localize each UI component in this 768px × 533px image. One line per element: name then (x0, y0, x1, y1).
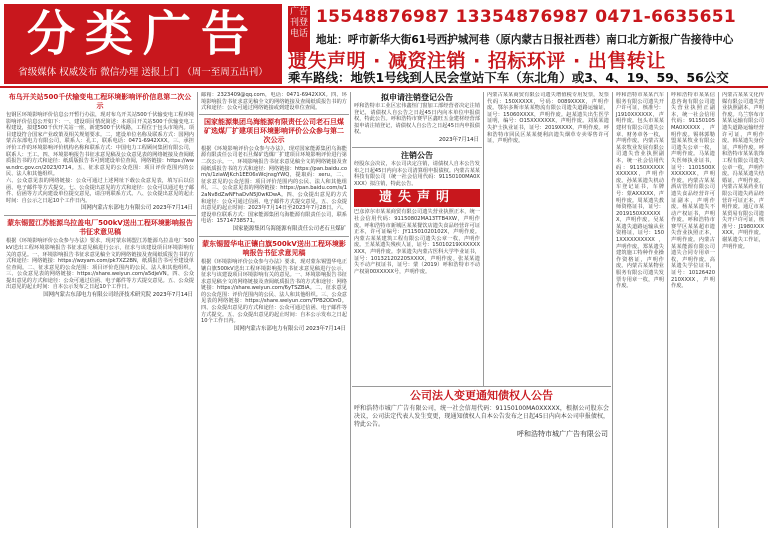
creditor-notice-signature: 呼和浩特市城广广告有限公司 (517, 430, 608, 438)
divider (199, 114, 349, 115)
notice-body: 呼和浩特市某某汽车服务有限公司遗失开户许可证，核准号：J1910XXXXXX，声明作废。包头市某某建材有限公司遗失公章、财务章各一枚，声明作废。内蒙古某某农牧业发展有限公司遗失营业执照副本，统一社会信用代码：91150XXXXXXXXXXX，声明作废。孙某某遗失机动车登记证书，车牌号：蒙AXXXXX，声明作废。周某遗失教师资格证书，证号：2019150XXXXXXX，声明作废。吴某某遗失道路运输从业资格证，证号：1501XXXXXXXXXX，声明作废。郑某遗失建筑施工特种作业操作资格证，声明作废。内蒙古某某物业服务有限公司遗失发票专用章一枚，声明作废。 (616, 92, 664, 290)
column-divider (197, 92, 198, 528)
address: 地址：呼市新华大街61号西护城河巷（原内蒙古日报社西巷）南口北方新报广告接待中心 (316, 34, 734, 46)
column-divider (350, 92, 351, 528)
divider (199, 236, 349, 237)
column-1 (4, 92, 196, 528)
notice-body: 根据《环境影响评价公众参与办法》要求，现对蒙东锡盟华电正镶白旗500kV送出工程环境影响报告书征求意见稿进行公示，征求与该建设项目环境影响有关的意见。一、环境影响报告书征求意见稿全文的网络链接及查阅纸质报告书的方式和途径：网络链接：https://share.weiyun.com/6yTSZBiA。二、征求意见的公众范围：评价范围内的公民、法人和其他组织。三、公众意见表的网络链接：https://share.weiyun.com/TPB2ODnO。四、公众提出意见的方式和途径：公众可通过信函、电子邮件等方式提交。五、公众提出意见的起止时间：自本公示发布之日起10个工作日内。 (201, 258, 347, 325)
creditor-notice (352, 386, 611, 528)
notice-signature: 国网内蒙古东部电力有限公司 2023年7月14日 (81, 205, 193, 212)
notice-title: 蒙东锡盟江苏能源乌拉盖电厂500kV送出工程环境影响报告书征求意见稿 (7, 219, 193, 237)
column-divider (612, 92, 613, 528)
notice-body: 经股东会决议，本公司决定注销，请债权人自本公告发布之日起45日内向本公司清算组申报债权。内蒙古某某科技有限公司（统一社会信用代码：91150100MA0XXXX）拟注销，特此公告。 (354, 160, 480, 187)
creditor-notice-body: 呼和浩特市城广广告有限公司，统一社会信用代码：91150100MA0XXXXX，根据公司股东会决议，公司法定代表人发生变更，现通知债权人自本公告发布之日起45日内向本公司申报债权，特此公告。 (354, 405, 609, 428)
creditor-notice-title: 公司法人变更通知债权人公告 (410, 389, 553, 402)
newspaper-header (0, 0, 768, 88)
notice-body: 内蒙古某某文化传媒有限公司遗失营业执照副本，声明作废。乌兰察布市某某运输有限公司遗失道路运输经营许可证，声明作废。韩某遗失身份证，声明作废。呼和浩特市某某装饰工程有限公司遗失公章一枚，声明作废。冯某某遗失结婚证，声明作废。内蒙古某某药业有限公司遗失药品经营许可证正本，声明作废。通辽市某某贸易有限公司遗失开户许可证，核准号：J1980XXXXXX，声明作废。谢某遗失工作证，声明作废。 (722, 92, 764, 250)
notice-body: 呼和浩特市工业区宏伟鑫恒门窗加工部经营者决定注销登记，请债权人自公告之日起45日内向本单位申报债权，特此公告。呼和浩特市赛罕区鑫旺五金建材经营部拟申请注销登记，请债权人自公告之日起45日内申报债权。 (354, 103, 480, 136)
phone-numbers: 15548876987 13354876987 0471-6635651 (316, 7, 737, 27)
notice-title: 拟申请注销登记公告 (381, 93, 453, 102)
lost-declaration-banner: 遗失声明 (354, 189, 480, 207)
column-divider (667, 92, 668, 528)
column-7 (720, 92, 766, 528)
bus-route: 乘车路线：地铁1号线到人民会堂站下车（东北角）或3、4、19、59、56公交 (288, 70, 729, 85)
notice-signature: 2023年7月14日 (438, 136, 479, 143)
notice-body: 根据《环境影响评价公众参与办法》，现对国家能源集团乌海能源有限责任公司老石旦煤矿选煤厂扩建项目环境影响评价进行第二次公示。一、环境影响报告书征求意见稿全文的网络链接及查阅纸质报告书的方式和途径：网络链接：https://pan.baidu.com/s/1ziaWJKch1EE06sWcjnsgYWQ，提取码：xeru。二、征求意见的公众范围：项目评价范围内的公民、法人和其他组织。三、公众意见表的网络链接：https://pan.baidu.com/s/12aNv8dZwNFhaDvN5J0wKDwA。四、公众提出意见的方式和途径：公众可通过信函、电子邮件方式提交意见。五、公众提出意见的起止时间：2023年7月14日至2023年7月28日。六、建设单位联系方式：国家能源集团乌海能源有限责任公司，联系电话：15714738571。 (201, 145, 347, 225)
notice-title: 布乌开关站500千伏输变电工程环境影响评价信息第二次公示 (8, 93, 192, 110)
notice-title: 蒙东锡盟华电正镶白旗500kV送出工程环境影响报告书征求意见稿 (202, 239, 346, 257)
column-divider (718, 92, 719, 528)
notice-body: 根据《环境影响评价公众参与办法》要求，现对蒙东锡盟江苏能源乌拉盖电厂500kV送出工程环境影响报告书征求意见稿进行公示，征求与该建设项目环境影响有关的意见。一、环境影响报告书征求意见稿全文的网络链接及查阅纸质报告书的方式和途径：网络链接：https://wzyam.com/pk7XZ2BN，纸质报告书可至建设单位查阅。二、征求意见的公众范围：项目评价范围内的公民、法人和其他组织。三、公众意见表的网络链接：https://share.weiyun.com/a5djeVN。四、公众提出意见的方式和途径：公众可通过信函、电子邮件等方式提交意见。五、公众提出意见的起止时间：自本公示发布之日起10个工作日。 (6, 238, 194, 291)
notice-body: 内蒙古某某商贸有限公司遗失增值税专用发票，发票代码：150XXXXX，号码：0089XXXX，声明作废。鄂尔多斯市某某物流有限公司遗失道路运输证，证号：15060XXXX，声明作废。赵某遗失出生医学证明，编号：O15XXXXXXX，声明作废。刘某某遗失护士执业证书，证号：2019XXXX，声明作废。呼和浩特市回民区某某便利店遗失烟草专卖零售许可证，声明作废。 (487, 92, 609, 145)
notice-body: 包钢区环境影响评价信息公开暂行办法，现对布乌开关站500千伏输变电工程环境影响评价信息公开如下：一、建设项目情况简述：本项目开关站500千伏输变电工程建设，拟建500千伏开关站一座，新建500千伏线路，工程位于包头市境内。项目建设符合国家产业政策及相关规划要求。二、建设单位名称及联系方式：国网内蒙古东部电力有限公司，联系人：孔工，联系电话：0471-6942XXX。三、承担评价工作的环境影响评价机构名称和联系方式：中国电力工程顾问集团有限公司，联系人：王工。四、环境影响报告书征求意见稿及公众意见表的网络链接及查阅纸质报告书的方式和途径：纸质版报告书可到建设单位查阅，网络链接：https://www.ndrc.gov.cn/2023/0714。五、征求意见的公众范围：项目评价范围内的公民、法人和其他组织。 (6, 112, 194, 178)
notice-body: 邮箱：2323409@qq.com，电话：0471-6942XXX。四、环境影响报告书征求意见稿全文的网络链接及查阅纸质报告书的方式和途径：公众可通过网络链接或到建设单位查阅。 (201, 92, 347, 112)
services-banner: 遗失声明 · 减资注销 · 招标环评 · 出售转让 (288, 50, 666, 72)
brand-slogan: 省级媒体 权威发布 微信办理 送报上门 （周一至周五出刊） (18, 67, 268, 78)
notice-title: 国家能源集团乌海能源有限责任公司老石旦煤矿选煤厂扩建项目环境影响评价公众参与第二次公示 (204, 117, 344, 144)
brand-block (4, 4, 282, 84)
notice-body: 呼和浩特市某某信息咨询有限公司遗失营业执照正副本，统一社会信用代码：91150105MA0XXXXX，声明作废。锡林郭勒盟某某牧业有限公司遗失公章一枚，声明作废。马某遗失医师执业证书，证号：1101500XXXXXXXX，声明作废。内蒙古某某酒店管理有限公司遗失食品经营许可证副本，声明作废。杨某某遗失不动产权证书，声明作废。呼和浩特市赛罕区某某超市遗失营业执照正本，声明作废。内蒙古某某能源有限公司遗失合同专用章一枚，声明作废。高某遗失学位证书，证号：10126420210XXXX，声明作废。 (671, 92, 715, 290)
divider (352, 147, 482, 148)
notice-body: 六、公众意见表的网络链接：公众可通过上述网址下载公众意见表，填写后以信函、电子邮件等方式提交。七、公众提出意见的方式和途径：公众可以通过电子邮件、信函等方式向建设单位提交意见，请注明联系方式。八、公众提出意见的起止时间：自公示之日起10个工作日内。 (6, 177, 194, 204)
column-2 (199, 92, 349, 528)
notice-body: 巴彦淖尔市某某商贸有限公司遗失营业执照正本，统一社会信用代码：91150802MA13TTB4XW，声明作废。呼和浩特市新城区某某餐饮店遗失食品经营许可证正本，许可证编号：JY11501020102X，声明作废。内蒙古某某建筑工程有限公司遗失公章一枚，声明作废。王某某遗失残疾人证，证号：15010219XXXXXXXXX，声明作废。李某遗失内蒙古医科大学毕业证书，证号：101321202205XXXX，声明作废。张某某遗失不动产权证书，证号：蒙（2019）呼和浩特市不动产权第00XXXXX号，声明作废。 (354, 209, 480, 275)
notice-title: 注销公告 (401, 150, 433, 160)
notice-signature: 国网内蒙古东部电力有限公司 2023年7月14日 (234, 325, 346, 332)
phone-label: 广告刊登电话 (288, 6, 310, 52)
column-6 (669, 92, 717, 528)
notice-signature: 国网内蒙古东部电力有限公司经济技术研究院 2023年7月14日 (43, 292, 193, 299)
column-5 (614, 92, 666, 528)
brand-title: 分类广告 (26, 6, 259, 62)
divider (4, 215, 196, 216)
notice-signature: 国家能源集团乌海能源有限责任公司老石旦煤矿 (232, 225, 346, 232)
